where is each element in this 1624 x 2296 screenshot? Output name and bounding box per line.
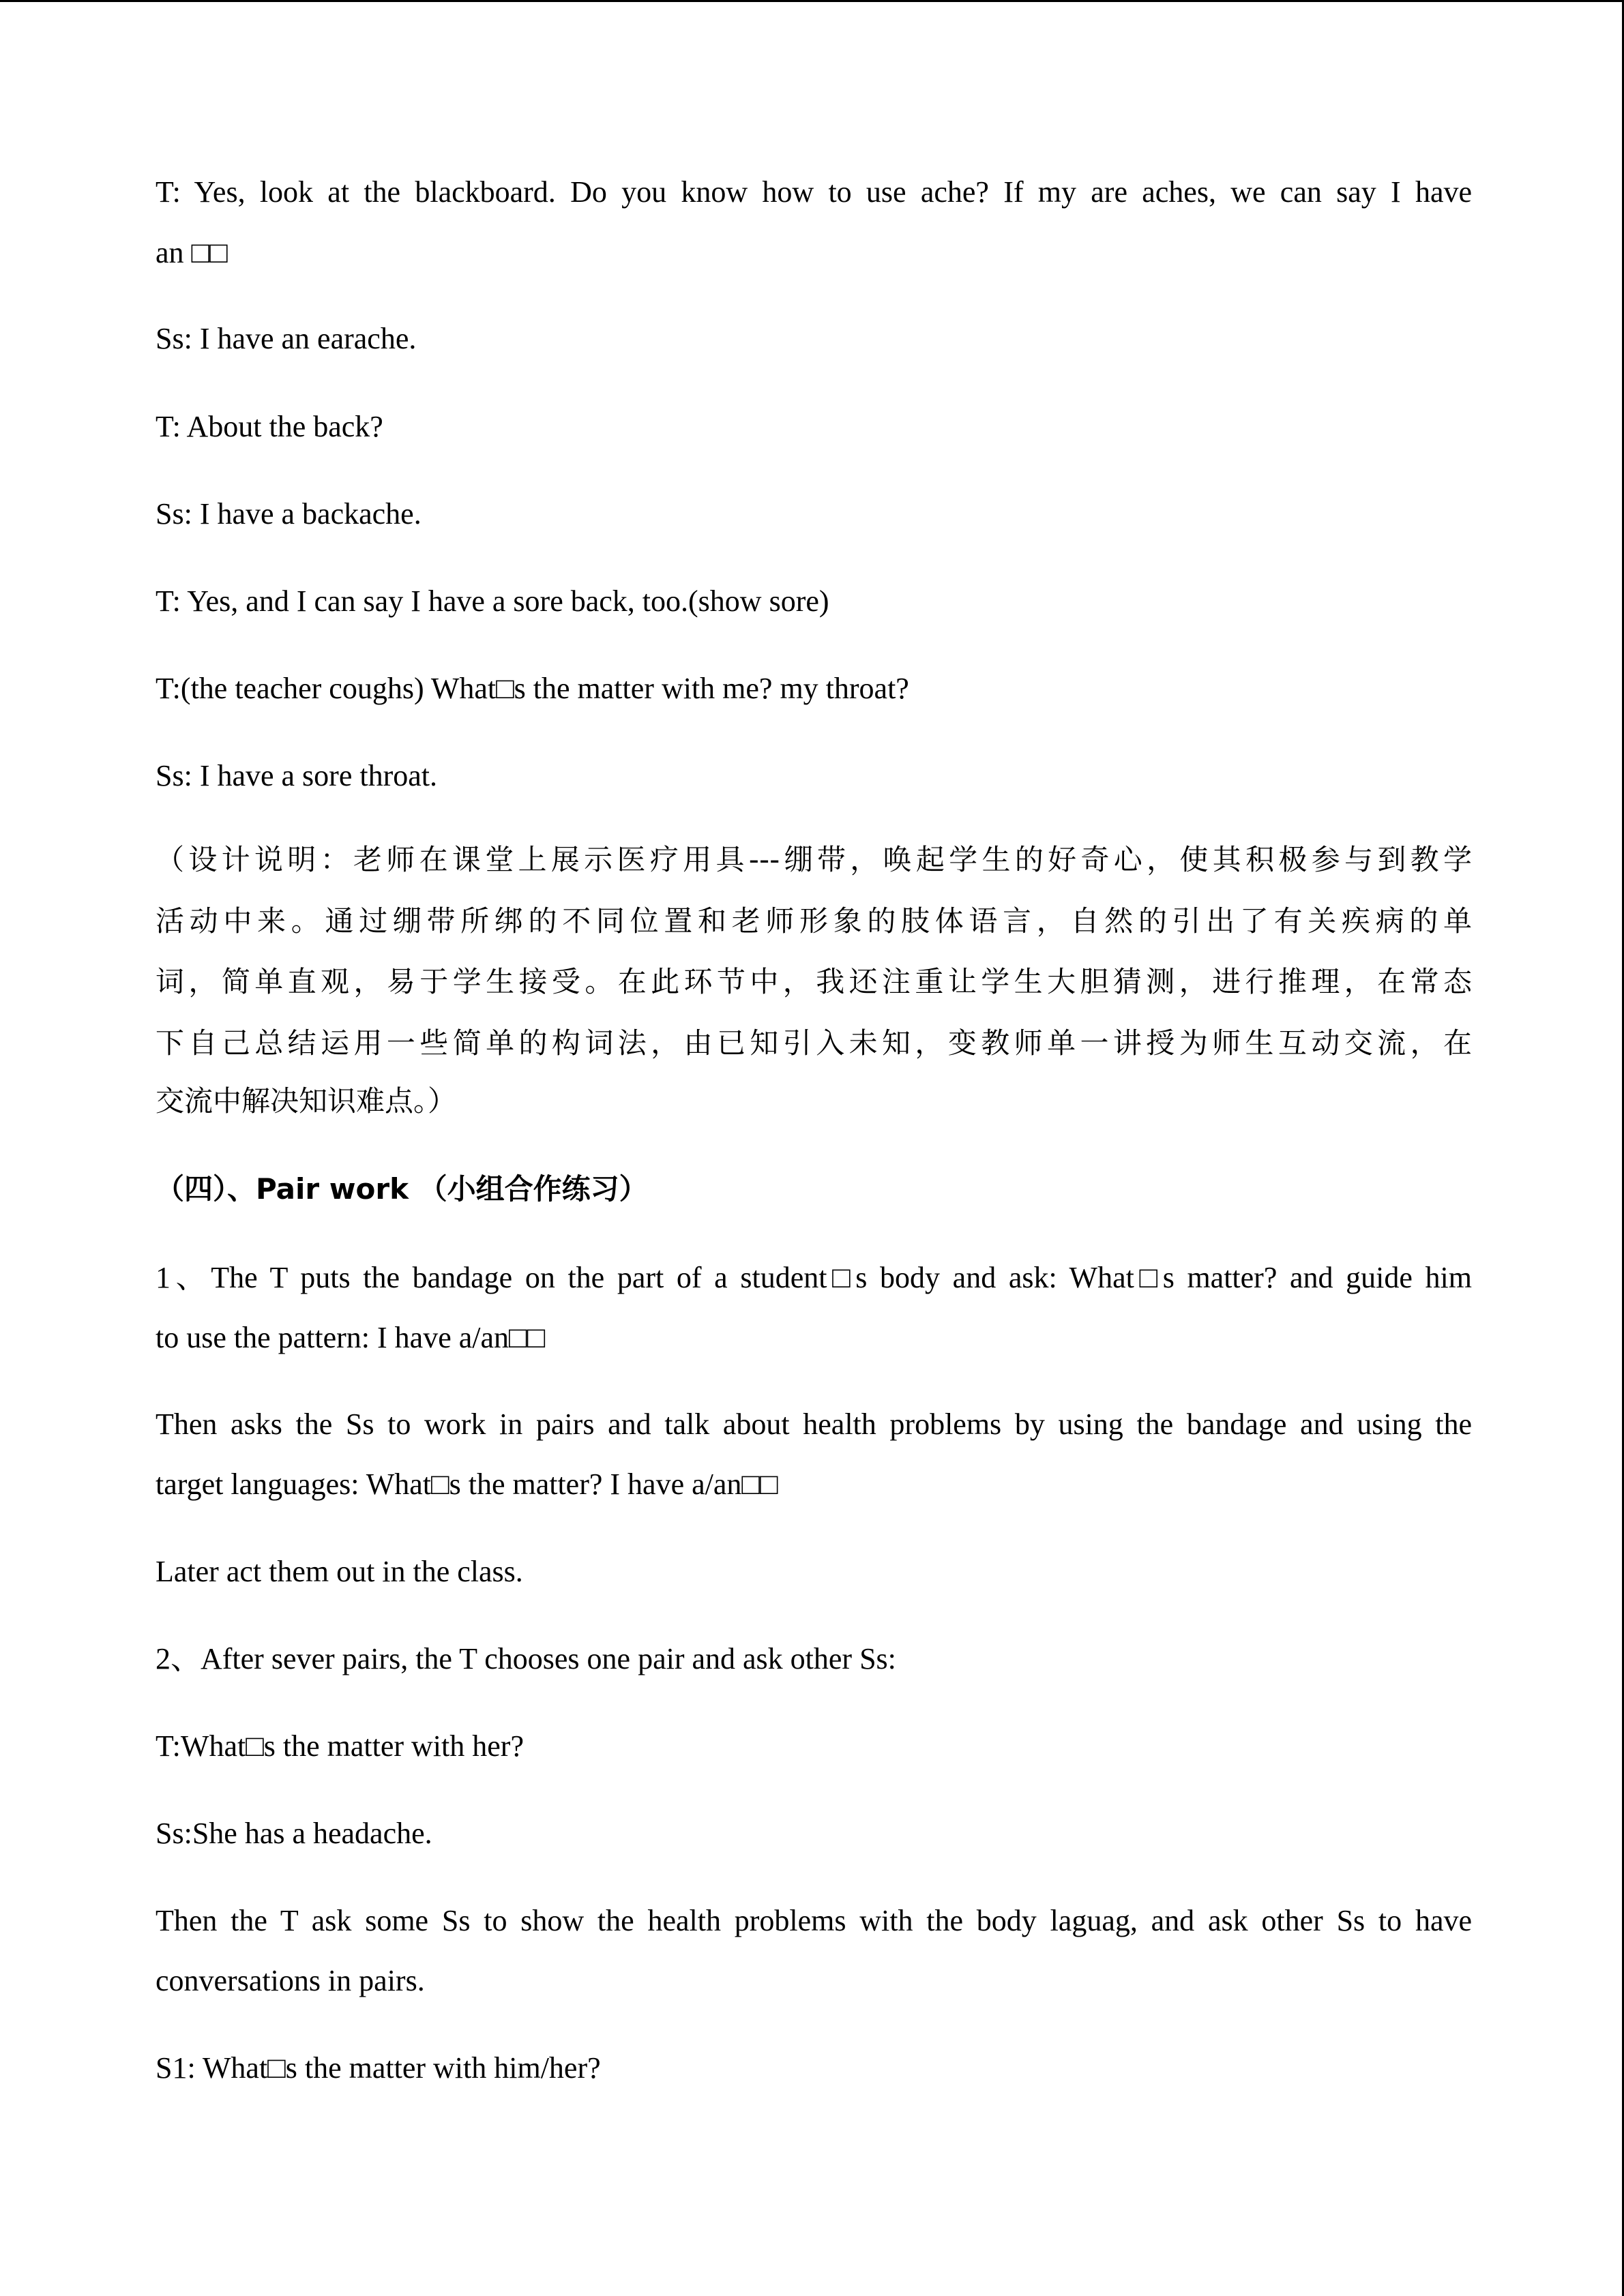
- top-border-line: [0, 0, 1624, 2]
- text-line-5: Ss: I have a backache.: [156, 497, 422, 531]
- text-line-4: T: About the back?: [156, 410, 383, 443]
- text-line-21: T:What□s the matter with her?: [156, 1729, 524, 1763]
- text-line-24: conversations in pairs.: [156, 1964, 425, 1997]
- text-line-2: an □□: [156, 236, 228, 269]
- text-line-23: Then the T ask some Ss to show the health problems with the body laguag, and ask other Ss to have: [156, 1904, 1472, 1937]
- section-heading-pair-work: （四）、Pair work （小组合作练习）: [156, 1172, 648, 1206]
- design-note-line-5: 交流中解决知识难点。）: [156, 1084, 457, 1118]
- text-line-22: Ss:She has a headache.: [156, 1817, 432, 1850]
- design-note-line-1: （设计说明：老师在课堂上展示医疗用具---绷带，唤起学生的好奇心，使其积极参与到教学: [156, 843, 1472, 876]
- text-line-20: 2、After sever pairs, the T chooses one pair and ask other Ss:: [156, 1642, 896, 1675]
- text-line-6: T: Yes, and I can say I have a sore back, too.(show sore): [156, 584, 829, 618]
- design-note-line-2: 活动中来。通过绷带所绑的不同位置和老师形象的肢体语言，自然的引出了有关疾病的单: [156, 904, 1472, 938]
- text-line-19: Later act them out in the class.: [156, 1555, 523, 1588]
- text-line-8: Ss: I have a sore throat.: [156, 759, 437, 792]
- text-line-16: to use the pattern: I have a/an□□: [156, 1321, 546, 1354]
- design-note-line-3: 词，简单直观，易于学生接受。在此环节中，我还注重让学生大胆猜测，进行推理，在常态: [156, 965, 1472, 998]
- text-line-17: Then asks the Ss to work in pairs and talk about health problems by using the bandage and using the: [156, 1407, 1472, 1441]
- text-line-1: T: Yes, look at the blackboard. Do you know how to use ache? If my are aches, we can say I have: [156, 175, 1472, 209]
- text-line-3: Ss: I have an earache.: [156, 322, 417, 355]
- design-note-line-4: 下自己总结运用一些简单的构词法，由已知引入未知，变教师单一讲授为师生互动交流，在: [156, 1026, 1472, 1060]
- text-line-25: S1: What□s the matter with him/her?: [156, 2051, 601, 2085]
- text-line-15: 1、The T puts the bandage on the part of a student□s body and ask: What□s matter? and guide him: [156, 1261, 1472, 1294]
- text-line-7: T:(the teacher coughs) What□s the matter with me? my throat?: [156, 672, 909, 705]
- text-line-18: target languages: What□s the matter? I have a/an□□: [156, 1467, 778, 1501]
